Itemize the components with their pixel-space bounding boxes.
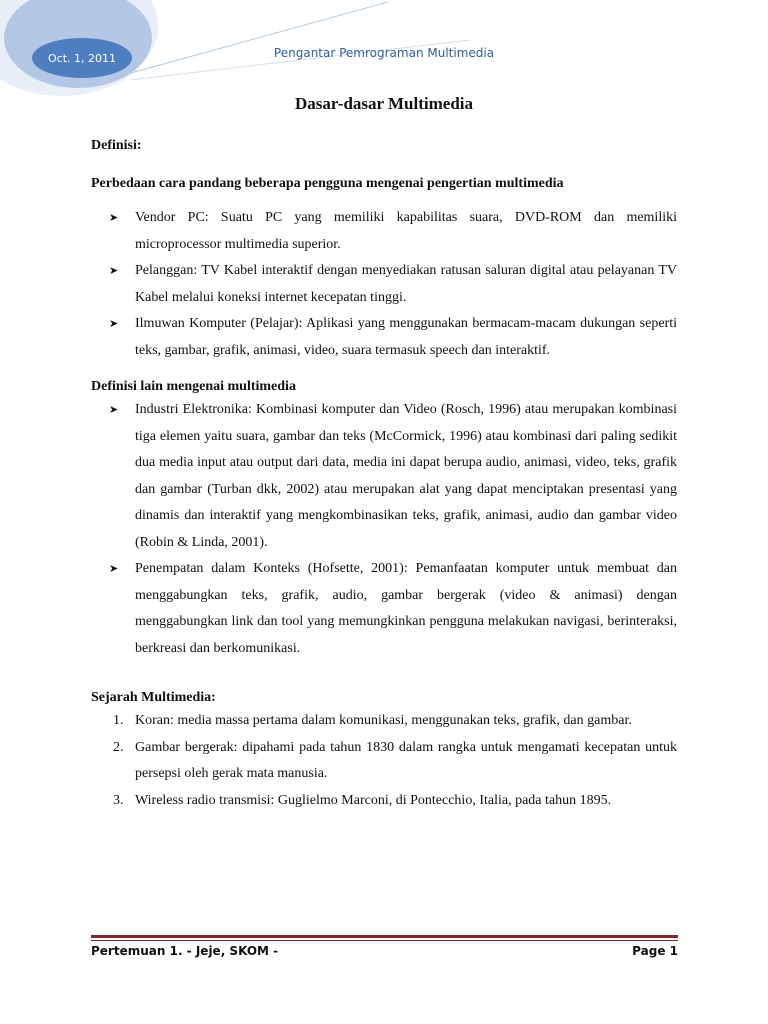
list-item: 2. Gambar bergerak: dipahami pada tahun 1830 dalam rangka untuk mengamati kecepatan untuk persepsi oleh gerak mata manusia. bbox=[113, 739, 677, 781]
section-heading-perbedaan: Perbedaan cara pandang beberapa pengguna mengenai pengertian multimedia bbox=[91, 176, 564, 191]
arrow-bullet-icon: ➤ bbox=[109, 317, 119, 330]
list-item: ➤ Industri Elektronika: Kombinasi komputer dan Video (Rosch, 1996) atau merupakan kombinasi tiga elemen yaitu suara, gambar dan teks (McCormick, 1996) atau kombinasi dari paling sedikit dua media input atau output dari data, media ini dapat berupa audio, animasi, video, teks, grafik dan gambar (Turban dkk, 2002) atau merupakan alat yang dapat menciptakan presentasi yang dinamis dan interaktif yang mengkombinasikan teks, grafik, animasi, audio dan gambar video (Robin & Linda, 2001). bbox=[91, 397, 677, 556]
list-item: ➤ Penempatan dalam Konteks (Hofsette, 2001): Pemanfaatan komputer untuk membuat dan menggabungkan teks, grafik, audio, gambar bergerak (video & animasi) dengan menggabungkan link dan tool yang memungkinkan pengguna melakukan navigasi, berinteraksi, berkreasi dan berkomunikasi. bbox=[91, 556, 677, 662]
perbedaan-list bbox=[91, 205, 677, 364]
page-body bbox=[91, 90, 677, 814]
footer-divider bbox=[91, 935, 678, 938]
list-item: ➤ Pelanggan: TV Kabel interaktif dengan menyediakan ratusan saluran digital atau pelayanan TV Kabel melalui koneksi internet kecepatan tinggi. bbox=[91, 258, 677, 311]
footer-author: Pertemuan 1. - Jeje, SKOM - bbox=[91, 944, 279, 958]
arrow-bullet-icon: ➤ bbox=[109, 562, 119, 575]
arrow-bullet-icon: ➤ bbox=[109, 403, 119, 416]
header-date: Oct. 1, 2011 bbox=[48, 51, 116, 65]
section-heading-definisi-lain: Definisi lain mengenai multimedia bbox=[91, 379, 296, 394]
footer-divider-thin bbox=[91, 940, 678, 941]
page-number: Page 1 bbox=[632, 944, 678, 958]
page-title: Dasar-dasar Multimedia bbox=[294, 94, 474, 113]
arrow-bullet-icon: ➤ bbox=[109, 211, 119, 224]
list-item: ➤ Vendor PC: Suatu PC yang memiliki kapabilitas suara, DVD-ROM dan memiliki microprocessor multimedia superior. bbox=[91, 205, 677, 258]
arrow-bullet-icon: ➤ bbox=[109, 264, 119, 277]
section-heading-definisi: Definisi: bbox=[91, 138, 142, 153]
list-item: ➤ Ilmuwan Komputer (Pelajar): Aplikasi yang menggunakan bermacam-macam dukungan seperti teks, gambar, grafik, animasi, video, suara termasuk speech dan interaktif. bbox=[91, 311, 677, 364]
list-item: 3. Wireless radio transmisi: Guglielmo Marconi, di Pontecchio, Italia, pada tahun 1895. bbox=[113, 792, 612, 808]
section-heading-sejarah: Sejarah Multimedia: bbox=[91, 690, 216, 705]
definisi-lain-list bbox=[91, 397, 677, 662]
running-header-title: Pengantar Pemrograman Multimedia bbox=[273, 46, 495, 60]
list-item: 1. Koran: media massa pertama dalam komunikasi, menggunakan teks, grafik, dan gambar. bbox=[113, 713, 632, 728]
sejarah-list bbox=[91, 708, 677, 814]
